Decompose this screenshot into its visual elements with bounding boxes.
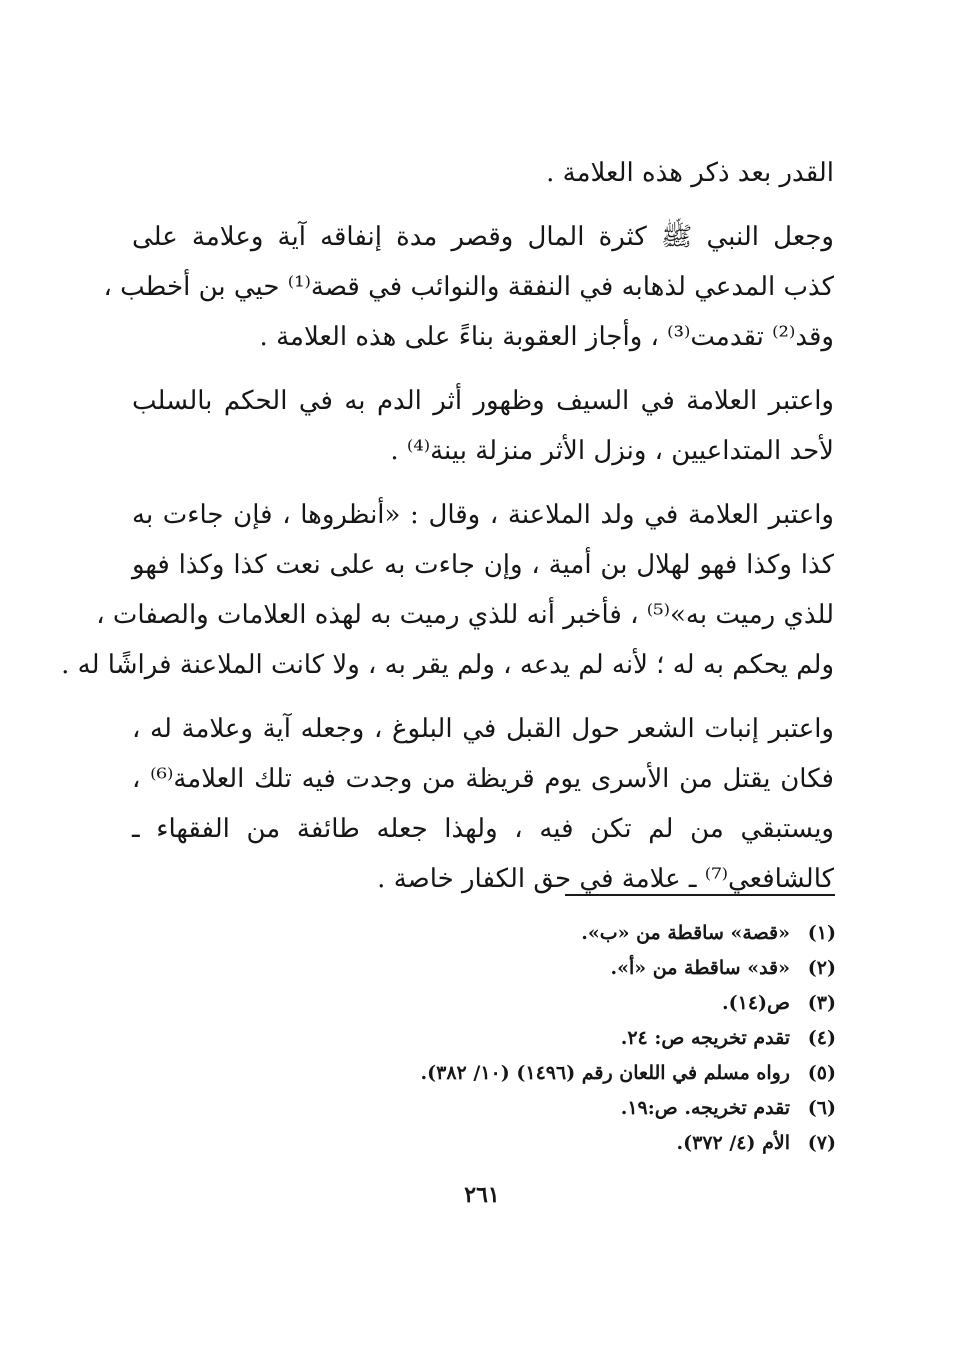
footnote-text: «قد» ساقطة من «أ». — [610, 957, 790, 979]
footnote-text: تقدم تخريجه ص: ٢٤. — [620, 1027, 790, 1049]
footnote-number: (٥) — [807, 1062, 836, 1084]
text-line: كذا وكذا فهو لهلال بن أمية ، وإن جاءت به على نعت كذا وكذا فهو — [132, 550, 834, 580]
paragraph — [132, 704, 834, 904]
footnote-text: «قصة» ساقطة من «ب». — [581, 922, 790, 944]
page-number: ٢٦١ — [464, 1182, 500, 1208]
footnote — [316, 1056, 836, 1091]
footnote-number: (٣) — [807, 992, 836, 1014]
text-line: ولم يحكم به له ؛ لأنه لم يدعه ، ولم يقر به ، ولا كانت الملاعنة فراشًا له . — [61, 650, 834, 680]
footnote — [316, 951, 836, 986]
footnote-number: (٦) — [807, 1097, 836, 1119]
text-line: لأحد المتداعيين ، ونزل الأثر منزلة بينة⁽⁴⁾ . — [390, 436, 834, 466]
footnote — [316, 986, 836, 1021]
paragraph — [61, 490, 834, 690]
text-line: واعتبر إنبات الشعر حول القبل في البلوغ ، وجعله آية وعلامة له ، — [132, 714, 834, 744]
footnote-number: (١) — [807, 922, 836, 944]
paragraph — [103, 212, 834, 362]
text-line: القدر بعد ذكر هذه العلامة . — [546, 158, 834, 188]
text-line: وجعل النبي ﷺ كثرة المال وقصر مدة إنفاقه آية وعلامة على — [132, 222, 834, 252]
footnote-number: (٢) — [807, 957, 836, 979]
footnote — [316, 1021, 836, 1056]
main-text — [61, 148, 834, 904]
footnote-text: الأم (٤/ ٣٧٢). — [676, 1132, 790, 1154]
text-line: كالشافعي⁽⁷⁾ ـ علامة في حق الكفار خاصة . — [377, 864, 834, 894]
text-line: كذب المدعي لذهابه في النفقة والنوائب في قصة⁽¹⁾ حيي بن أخطب ، — [103, 272, 834, 302]
paragraph — [132, 376, 834, 476]
footnote-divider — [565, 894, 835, 896]
text-line: ويستبقي من لم تكن فيه ، ولهذا جعله طائفة من الفقهاء ـ — [132, 814, 834, 844]
text-line: واعتبر العلامة في السيف وظهور أثر الدم به في الحكم بالسلب — [132, 386, 834, 416]
footnotes — [316, 916, 836, 1161]
paragraph — [132, 148, 834, 198]
footnote-text: رواه مسلم في اللعان رقم (١٤٩٦) (١٠/ ٣٨٢). — [420, 1062, 790, 1084]
footnote — [316, 1126, 836, 1161]
footnote-text: تقدم تخريجه. ص:١٩. — [620, 1097, 790, 1119]
footnote-number: (٧) — [807, 1132, 836, 1154]
footnote — [316, 916, 836, 951]
text-line: فكان يقتل من الأسرى يوم قريظة من وجدت فيه تلك العلامة⁽⁶⁾ ، — [132, 764, 834, 794]
footnote-text: ص(١٤). — [722, 992, 790, 1014]
footnote-number: (٤) — [807, 1027, 836, 1049]
text-line: للذي رميت به»⁽⁵⁾ ، فأخبر أنه للذي رميت به لهذه العلامات والصفات ، — [96, 600, 834, 630]
footnote — [316, 1091, 836, 1126]
text-line: وقد⁽²⁾ تقدمت⁽³⁾ ، وأجاز العقوبة بناءً على هذه العلامة . — [259, 322, 834, 352]
text-line: واعتبر العلامة في ولد الملاعنة ، وقال : «أنظروها ، فإن جاءت به — [132, 500, 834, 530]
